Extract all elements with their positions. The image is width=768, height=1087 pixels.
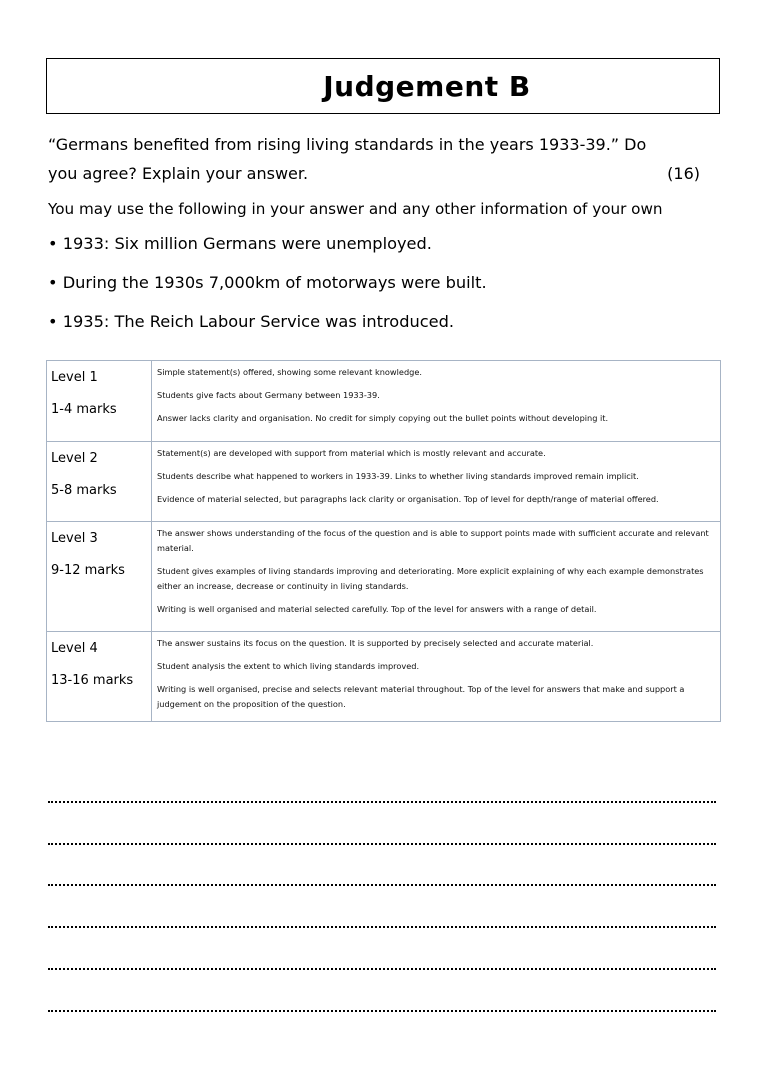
answer-line[interactable]	[48, 843, 716, 845]
level-descriptor: Student analysis the extent to which living standards improved.	[157, 661, 420, 671]
level-row	[47, 632, 721, 722]
mark-scheme-table	[46, 360, 721, 722]
level-descriptor: Statement(s) are developed with support from material which is mostly relevant and accurate.	[157, 448, 546, 458]
level-descriptor: Evidence of material selected, but paragraphs lack clarity or organisation. Top of level for depth/range of material offered.	[157, 494, 659, 504]
level-name: Level 3	[51, 531, 98, 546]
question-line-1: “Germans benefited from rising living standards in the years 1933-39.” Do	[48, 135, 647, 154]
level-descriptor: The answer sustains its focus on the question. It is supported by precisely selected and accurate material.	[157, 638, 594, 648]
answer-line[interactable]	[48, 926, 716, 928]
title-box	[46, 58, 720, 114]
level-marks: 1-4 marks	[51, 402, 117, 417]
intro-text: You may use the following in your answer and any other information of your own	[48, 200, 663, 218]
level-descriptor: Simple statement(s) offered, showing some relevant knowledge.	[157, 367, 422, 377]
level-marks: 5-8 marks	[51, 483, 117, 498]
question	[48, 130, 700, 188]
question-line-2: you agree? Explain your answer.	[48, 164, 309, 183]
bullet-point: • During the 1930s 7,000km of motorways were built.	[48, 273, 487, 292]
answer-line[interactable]	[48, 884, 716, 886]
level-descriptor: Student gives examples of living standards improving and deteriorating. More explicit explaining of why each example demonstrates either an increase, decrease or continuity in living standards.	[157, 566, 704, 591]
level-descriptor: Writing is well organised and material selected carefully. Top of the level for answers with a range of detail.	[157, 604, 597, 614]
level-row	[47, 522, 721, 632]
level-row	[47, 442, 721, 522]
level-name: Level 4	[51, 641, 98, 656]
level-marks: 9-12 marks	[51, 563, 125, 578]
answer-line[interactable]	[48, 801, 716, 803]
level-descriptor: Students describe what happened to workers in 1933-39. Links to whether living standards improved remain implicit.	[157, 471, 639, 481]
level-name: Level 2	[51, 451, 98, 466]
question-marks: (16)	[667, 164, 700, 183]
bullet-point: • 1935: The Reich Labour Service was introduced.	[48, 312, 455, 331]
level-name: Level 1	[51, 370, 98, 385]
level-marks: 13-16 marks	[51, 673, 134, 688]
level-descriptor: Answer lacks clarity and organisation. No credit for simply copying out the bullet points without developing it.	[157, 413, 609, 423]
answer-line[interactable]	[48, 1010, 716, 1012]
level-descriptor: The answer shows understanding of the focus of the question and is able to support points made with sufficient accurate and relevant material.	[157, 528, 709, 553]
level-row	[47, 361, 721, 442]
bullet-point: • 1933: Six million Germans were unemployed.	[48, 234, 432, 253]
level-descriptor: Students give facts about Germany between 1933-39.	[157, 390, 380, 400]
page-title: Judgement B	[323, 69, 531, 103]
answer-line[interactable]	[48, 968, 716, 970]
level-descriptor: Writing is well organised, precise and selects relevant material throughout. Top of the level for answers that make and support a judgement on the proposition of the question.	[157, 684, 685, 709]
